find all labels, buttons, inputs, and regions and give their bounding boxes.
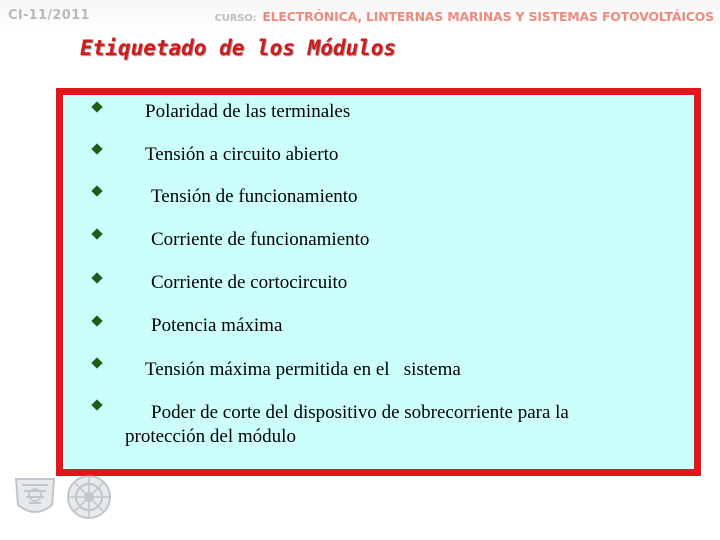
list-item: Tensión máxima permitida en el sistema bbox=[145, 359, 461, 380]
course-label: CURSO: bbox=[214, 13, 257, 24]
institute-emblem-logo bbox=[64, 473, 114, 521]
list-item: Polaridad de las terminales bbox=[145, 101, 351, 122]
list-item: Tensión a circuito abierto bbox=[145, 144, 339, 165]
course-header bbox=[215, 9, 714, 24]
list-item: Potencia máxima bbox=[151, 315, 283, 336]
list-item: Poder de corte del dispositivo de sobrecorriente para la protección del módulo bbox=[125, 402, 569, 447]
course-code: CI-11/2011 bbox=[8, 8, 90, 23]
list-item: Tensión de funcionamiento bbox=[151, 186, 358, 207]
list-item: Corriente de cortocircuito bbox=[151, 272, 348, 293]
list-item: Corriente de funcionamiento bbox=[151, 229, 370, 250]
university-seal-logo bbox=[10, 475, 60, 520]
course-title: ELECTRÓNICA, LINTERNAS MARINAS Y SISTEMAS FOTOVOLTÁICOS bbox=[262, 9, 714, 24]
slide-title: Etiquetado de los Módulos bbox=[80, 36, 397, 60]
